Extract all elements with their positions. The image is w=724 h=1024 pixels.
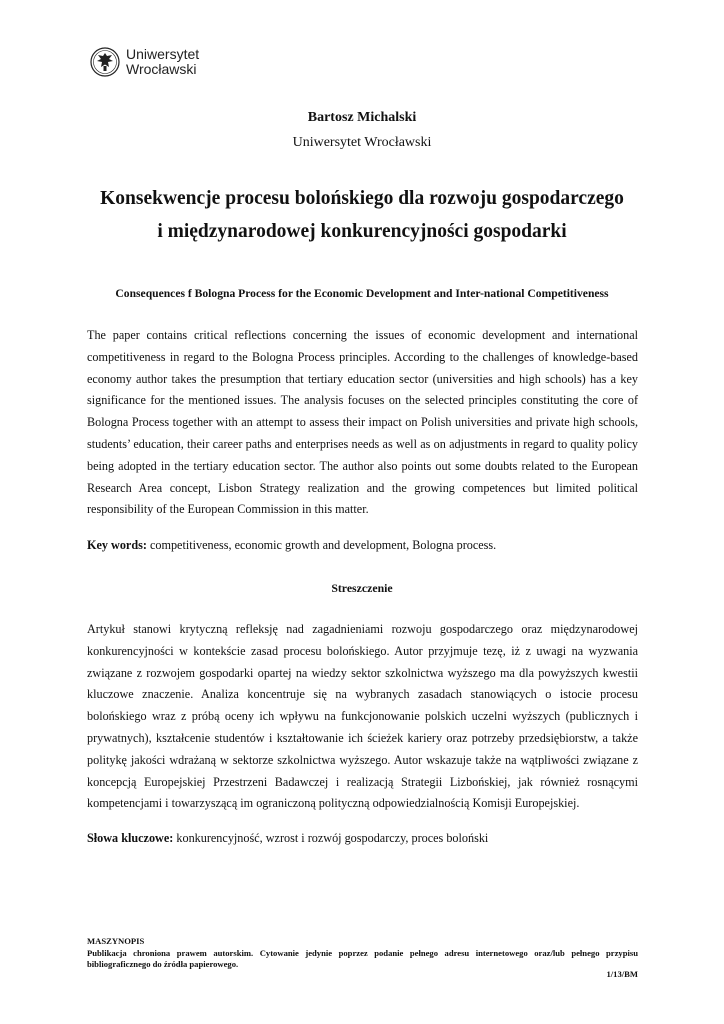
keywords-pl-text: konkurencyjność, wzrost i rozwój gospodarczy, proces boloński (173, 831, 489, 845)
footer-legal-notice: Publikacja chroniona prawem autorskim. Cytowanie jedynie poprzez podanie pełnego adresu internetowego oraz/lub pełnego przypisu bibliograficznego do źródła papierowego. (87, 947, 638, 969)
keywords-polish (87, 831, 488, 846)
english-title: Consequences f Bologna Process for the Economic Development and Inter-national Competitiveness (115, 287, 609, 300)
keywords-label: Key words: (87, 538, 147, 552)
logo-line2: Wrocławski (126, 61, 197, 77)
abstract-english: The paper contains critical reflections concerning the issues of economic development and international competitiveness in regard to the Bologna Process principles. According to the challenges of knowledge-based economy author takes the presumption that tertiary education sector (universities and high schools) has a key significance for the mentioned issues. The analysis focuses on the selected principles constituting the core of Bologna Process together with an attempt to assess their impact on Polish universities and private high schools, students’ education, their career paths and enterprises needs as well as on adjustments in regard to quality policy being adopted in the tertiary education sector. The author also points out some doubts related to the European Research Area concept, Lisbon Strategy realization and the growing competences but limited political responsibility of the European Commission in this matter. (87, 328, 638, 517)
paper-title (60, 182, 664, 248)
eagle-crest-icon (90, 46, 120, 78)
university-logo (90, 46, 199, 78)
keywords-pl-label: Słowa kluczowe: (87, 831, 174, 845)
keywords-english (87, 538, 496, 553)
footer (87, 936, 638, 971)
logo-line1: Uniwersytet (126, 46, 200, 62)
title-line1: Konsekwencje procesu bolońskiego dla rozwoju gospodarczego (100, 188, 624, 209)
summary-heading: Streszczenie (331, 581, 393, 595)
author-name: Bartosz Michalski (307, 110, 417, 125)
page-number: 1/13/BM (606, 969, 638, 979)
abstract-polish: Artykuł stanowi krytyczną refleksję nad zagadnieniami rozwoju gospodarczego oraz międzynarodowej konkurencyjności w kontekście zasad procesu bolońskiego. Autor przyjmuje tezę, iż z uwagi na wyzwania związane z rozwojem gospodarki opartej na wiedzy sektor szkolnictwa wyższego ma dla powyższych kwestii kluczowe znaczenie. Analiza koncentruje się na wybranych zasadach stanowiących o istocie procesu bolońskiego wraz z próbą oceny ich wpływu na funkcjonowanie polskich uczelni wyższych (publicznych i prywatnych), kształcenie studentów i kształtowanie ich ścieżek kariery oraz potrzeby przedsiębiorstw, a także politykę jakości wdrażaną w sektorze szkolnictwa wyższego. Autor wskazuje także na wątpliwości związane z koncepcją Europejskiej Przestrzeni Badawczej i realizacją Strategii Lizbońskiej, jak również rosnącymi kompetencjami i towarzyszącą im ograniczoną polityczną odpowiedzialnością Komisji Europejskiej. (87, 622, 638, 811)
author-affiliation: Uniwersytet Wrocławski (292, 135, 432, 150)
footer-label: MASZYNOPIS (87, 936, 145, 946)
keywords-text: competitiveness, economic growth and development, Bologna process. (146, 538, 497, 552)
title-line2: i międzynarodowej konkurencyjności gospodarki (157, 221, 567, 242)
